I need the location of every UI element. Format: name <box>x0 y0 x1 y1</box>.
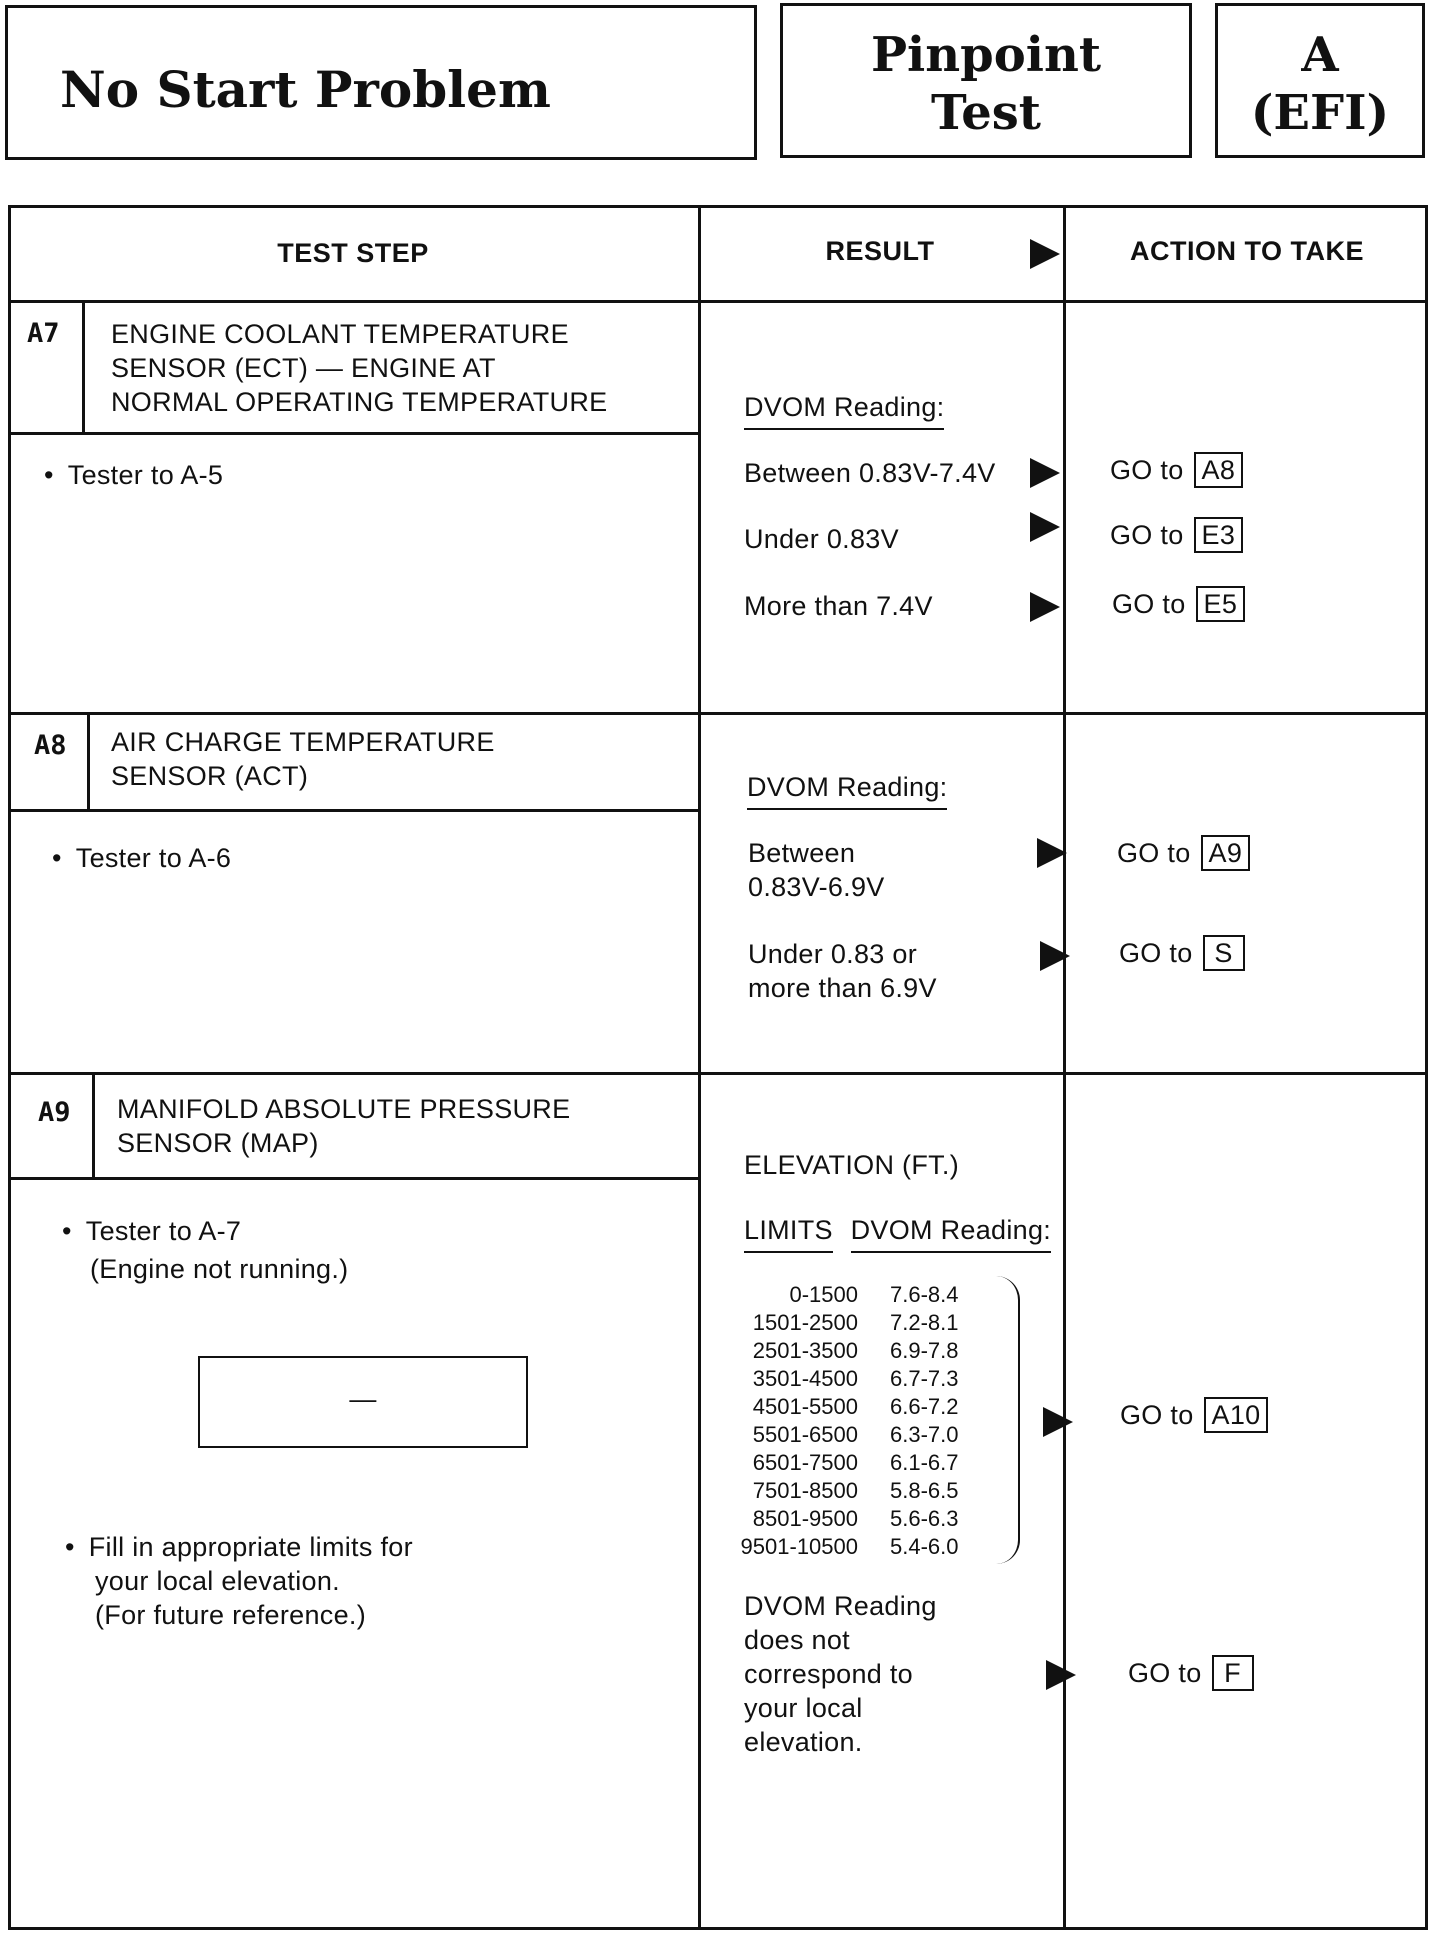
goto-target[interactable]: A10 <box>1204 1397 1269 1433</box>
title-box <box>5 5 757 160</box>
step-number: A7 <box>27 318 60 349</box>
pinpoint-line1: Pinpoint <box>870 27 1102 83</box>
dvom-range: 5.4-6.0 <box>890 1534 959 1559</box>
column-header-result: RESULT <box>825 236 935 266</box>
result-text-line: elevation. <box>744 1727 863 1757</box>
goto-label: GO to <box>1119 938 1193 968</box>
goto-target[interactable]: A9 <box>1201 835 1251 871</box>
elevation-row <box>738 1477 959 1505</box>
result-text-line: correspond to <box>744 1659 913 1689</box>
result-arrow-icon <box>1046 1660 1076 1690</box>
step-instruction-line: • Tester to A-7 <box>62 1212 348 1250</box>
result-arrow-icon <box>1040 941 1070 971</box>
action-goto[interactable] <box>1120 1397 1268 1433</box>
step-title-line: SENSOR (MAP) <box>117 1128 319 1158</box>
step-note-line: (For future reference.) <box>95 1600 366 1630</box>
step-title <box>117 1092 570 1160</box>
elevation-row <box>738 1365 959 1393</box>
result-text <box>748 836 885 904</box>
step-number: A9 <box>38 1097 71 1128</box>
step-title <box>111 725 495 793</box>
dvom-range: 7.2-8.1 <box>890 1310 959 1335</box>
goto-target[interactable]: S <box>1203 935 1245 971</box>
step-number: A8 <box>34 730 67 761</box>
result-arrow-icon <box>1030 512 1060 542</box>
elevation-range: 2501-3500 <box>752 1338 858 1363</box>
action-goto[interactable] <box>1117 835 1250 871</box>
limits-fill-box[interactable] <box>198 1356 528 1448</box>
elevation-range: 1501-2500 <box>752 1310 858 1335</box>
action-goto[interactable] <box>1119 935 1245 971</box>
elevation-row <box>738 1281 959 1309</box>
goto-label: GO to <box>1117 838 1191 868</box>
column-header-action: ACTION TO TAKE <box>1130 236 1364 266</box>
elevation-row <box>738 1337 959 1365</box>
action-goto[interactable] <box>1110 517 1243 553</box>
table-brace-icon <box>996 1276 1020 1564</box>
limits-label: LIMITS <box>744 1213 833 1253</box>
code-line2: (EFI) <box>1250 85 1390 141</box>
dvom-label: DVOM Reading: <box>851 1213 1051 1253</box>
action-goto[interactable] <box>1128 1655 1254 1691</box>
column-divider-result <box>698 205 701 1930</box>
elevation-range: 4501-5500 <box>752 1394 858 1419</box>
result-arrow-icon <box>1030 239 1060 269</box>
result-text: Under 0.83V <box>744 524 899 554</box>
step-note <box>65 1530 413 1632</box>
step-note-line: • Fill in appropriate limits for <box>65 1530 413 1564</box>
result-text-line: Under 0.83 or <box>748 939 917 969</box>
elevation-range: 3501-4500 <box>752 1366 858 1391</box>
result-arrow-icon <box>1030 592 1060 622</box>
step-title-line: AIR CHARGE TEMPERATURE <box>111 727 495 757</box>
test-code <box>1218 26 1422 142</box>
step-instruction: • Tester to A-5 <box>44 458 223 492</box>
elevation-range: 5501-6500 <box>752 1422 858 1447</box>
goto-label: GO to <box>1110 455 1184 485</box>
step-title-line: MANIFOLD ABSOLUTE PRESSURE <box>117 1094 571 1124</box>
goto-label: GO to <box>1128 1658 1202 1688</box>
elevation-range: 8501-9500 <box>752 1506 858 1531</box>
dvom-range: 6.7-7.3 <box>890 1366 959 1391</box>
dvom-range: 6.1-6.7 <box>890 1450 959 1475</box>
result-arrow-icon <box>1043 1407 1073 1437</box>
goto-label: GO to <box>1110 520 1184 550</box>
result-heading-text: DVOM Reading: <box>744 390 944 430</box>
elevation-row <box>738 1421 959 1449</box>
elevation-range: 6501-7500 <box>752 1450 858 1475</box>
result-text-line: DVOM Reading <box>744 1591 937 1621</box>
page-title: No Start Problem <box>60 60 551 119</box>
result-text-line: your local <box>744 1693 863 1723</box>
dvom-range: 6.3-7.0 <box>890 1422 959 1447</box>
result-text-line: more than 6.9V <box>748 973 937 1003</box>
step-title-line: SENSOR (ECT) — ENGINE AT <box>111 353 496 383</box>
step-number-divider <box>92 1072 95 1180</box>
goto-label: GO to <box>1120 1400 1194 1430</box>
step-number-divider <box>87 712 90 812</box>
elevation-row <box>738 1505 959 1533</box>
goto-target[interactable]: E5 <box>1196 586 1246 622</box>
result-heading <box>744 390 944 430</box>
pinpoint-box <box>780 3 1192 158</box>
result-arrow-icon <box>1037 838 1067 868</box>
result-text: Between 0.83V-7.4V <box>744 458 996 488</box>
result-heading <box>747 770 947 810</box>
row-divider-a8-a9 <box>8 1072 1428 1075</box>
pinpoint-label <box>783 26 1189 142</box>
elevation-table <box>738 1281 959 1561</box>
elevation-range: 9501-10500 <box>740 1534 858 1559</box>
elevation-range: 7501-8500 <box>752 1478 858 1503</box>
result-text-line: Between <box>748 838 856 868</box>
result-text: More than 7.4V <box>744 591 933 621</box>
dvom-range: 7.6-8.4 <box>890 1282 959 1307</box>
elevation-row <box>738 1309 959 1337</box>
column-header-test-step: TEST STEP <box>277 238 429 268</box>
goto-label: GO to <box>1112 589 1186 619</box>
goto-target[interactable]: A8 <box>1194 452 1244 488</box>
dvom-range: 5.6-6.3 <box>890 1506 959 1531</box>
step-number-divider <box>82 300 85 435</box>
row-divider-a7-a8 <box>8 712 1428 715</box>
elevation-row <box>738 1393 959 1421</box>
result-text <box>748 937 937 1005</box>
result-text-line: 0.83V-6.9V <box>748 872 885 902</box>
elevation-heading: ELEVATION (FT.) <box>744 1150 960 1180</box>
elevation-range: 0-1500 <box>789 1282 858 1307</box>
step-instruction <box>62 1212 348 1288</box>
pinpoint-line2: Test <box>931 85 1041 141</box>
step-instruction: • Tester to A-6 <box>52 841 231 875</box>
dvom-range: 6.6-7.2 <box>890 1394 959 1419</box>
goto-target[interactable]: F <box>1212 1655 1254 1691</box>
step-title <box>111 317 607 419</box>
result-heading-text: DVOM Reading: <box>747 770 947 810</box>
dvom-range: 6.9-7.8 <box>890 1338 959 1363</box>
step-title-line: ENGINE COOLANT TEMPERATURE <box>111 319 569 349</box>
step-note-line: your local elevation. <box>95 1566 340 1596</box>
elevation-row <box>738 1533 959 1561</box>
header-row-divider <box>8 300 1428 303</box>
limits-header <box>744 1213 1051 1253</box>
step-title-underline <box>8 1177 700 1180</box>
limits-fill-value: — <box>349 1384 377 1414</box>
step-title-underline <box>8 432 700 435</box>
result-text-line: does not <box>744 1625 850 1655</box>
code-box <box>1215 3 1425 158</box>
code-line1: A <box>1301 27 1339 83</box>
goto-target[interactable]: E3 <box>1194 517 1244 553</box>
elevation-row <box>738 1449 959 1477</box>
step-title-line: SENSOR (ACT) <box>111 761 309 791</box>
step-instruction-line: (Engine not running.) <box>90 1254 349 1284</box>
action-goto[interactable] <box>1110 452 1243 488</box>
action-goto[interactable] <box>1112 586 1245 622</box>
result-text <box>744 1589 937 1759</box>
dvom-range: 5.8-6.5 <box>890 1478 959 1503</box>
result-arrow-icon <box>1030 458 1060 488</box>
step-title-line: NORMAL OPERATING TEMPERATURE <box>111 387 608 417</box>
step-title-underline <box>8 809 700 812</box>
